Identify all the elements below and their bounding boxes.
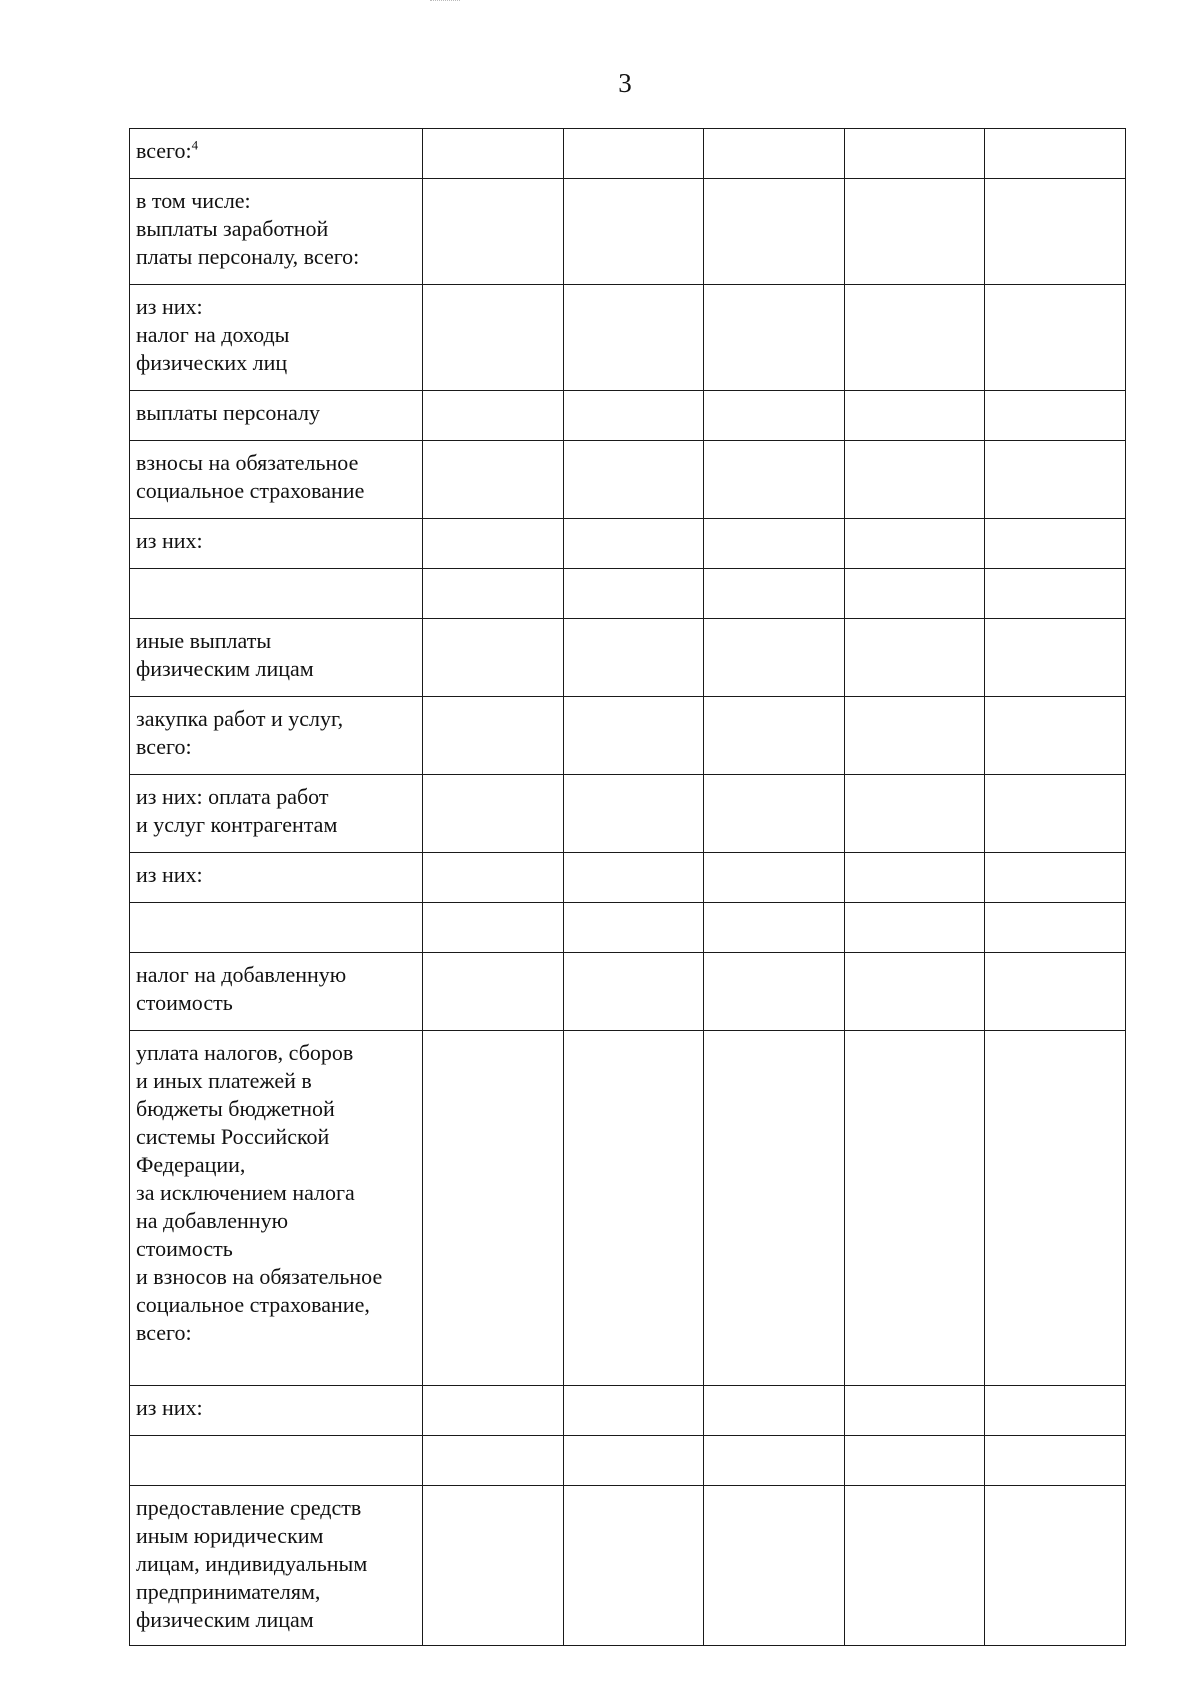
page-number: 3 bbox=[618, 68, 632, 98]
row-label bbox=[130, 1436, 423, 1486]
row-label-text: из них: bbox=[136, 528, 203, 553]
row-label bbox=[130, 285, 423, 391]
value-cell bbox=[423, 775, 564, 853]
row-label-text: всего: bbox=[136, 138, 192, 163]
row-label bbox=[130, 391, 423, 441]
value-cell bbox=[704, 853, 845, 903]
value-cell bbox=[985, 391, 1126, 441]
row-label-text: иные выплаты физическим лицам bbox=[136, 628, 314, 681]
value-cell bbox=[844, 129, 985, 179]
row-label-text: из них: налог на доходы физических лиц bbox=[136, 294, 290, 375]
row-label bbox=[130, 953, 423, 1031]
value-cell bbox=[423, 1436, 564, 1486]
table-row bbox=[130, 285, 1126, 391]
value-cell bbox=[423, 179, 564, 285]
value-cell bbox=[704, 619, 845, 697]
value-cell bbox=[423, 441, 564, 519]
value-cell bbox=[563, 1386, 704, 1436]
value-cell bbox=[423, 519, 564, 569]
value-cell bbox=[844, 1386, 985, 1436]
table-row bbox=[130, 1031, 1126, 1386]
row-label bbox=[130, 1031, 423, 1386]
value-cell bbox=[704, 1436, 845, 1486]
row-label bbox=[130, 619, 423, 697]
row-label bbox=[130, 853, 423, 903]
value-cell bbox=[563, 391, 704, 441]
value-cell bbox=[704, 953, 845, 1031]
value-cell bbox=[985, 285, 1126, 391]
value-cell bbox=[704, 775, 845, 853]
value-cell bbox=[423, 903, 564, 953]
row-label-text: из них: bbox=[136, 862, 203, 887]
table-row bbox=[130, 853, 1126, 903]
value-cell bbox=[563, 285, 704, 391]
table-row bbox=[130, 697, 1126, 775]
value-cell bbox=[985, 179, 1126, 285]
value-cell bbox=[563, 903, 704, 953]
value-cell bbox=[423, 953, 564, 1031]
value-cell bbox=[563, 953, 704, 1031]
table-row bbox=[130, 1386, 1126, 1436]
value-cell bbox=[563, 179, 704, 285]
value-cell bbox=[844, 285, 985, 391]
row-label bbox=[130, 519, 423, 569]
value-cell bbox=[985, 1031, 1126, 1386]
table-row bbox=[130, 179, 1126, 285]
row-label-text: взносы на обязательное социальное страхование bbox=[136, 450, 365, 503]
value-cell bbox=[704, 1031, 845, 1386]
value-cell bbox=[704, 179, 845, 285]
value-cell bbox=[563, 519, 704, 569]
table-row bbox=[130, 519, 1126, 569]
value-cell bbox=[985, 1486, 1126, 1646]
value-cell bbox=[844, 441, 985, 519]
value-cell bbox=[844, 1486, 985, 1646]
table-row bbox=[130, 1436, 1126, 1486]
table-row bbox=[130, 953, 1126, 1031]
value-cell bbox=[563, 441, 704, 519]
table-row bbox=[130, 1486, 1126, 1646]
value-cell bbox=[844, 953, 985, 1031]
value-cell bbox=[844, 391, 985, 441]
value-cell bbox=[563, 1486, 704, 1646]
value-cell bbox=[423, 619, 564, 697]
row-label-text: предоставление средств иным юридическим лицам, индивидуальным предпринимателям, физическим лицам bbox=[136, 1495, 368, 1632]
value-cell bbox=[985, 129, 1126, 179]
value-cell bbox=[985, 697, 1126, 775]
value-cell bbox=[985, 953, 1126, 1031]
table-row bbox=[130, 441, 1126, 519]
value-cell bbox=[704, 903, 845, 953]
row-label-text: закупка работ и услуг, всего: bbox=[136, 706, 344, 759]
value-cell bbox=[985, 1386, 1126, 1436]
value-cell bbox=[985, 1436, 1126, 1486]
value-cell bbox=[423, 569, 564, 619]
value-cell bbox=[704, 1486, 845, 1646]
table-row bbox=[130, 619, 1126, 697]
value-cell bbox=[423, 391, 564, 441]
value-cell bbox=[563, 853, 704, 903]
value-cell bbox=[844, 1031, 985, 1386]
value-cell bbox=[844, 697, 985, 775]
value-cell bbox=[844, 519, 985, 569]
row-label-text: в том числе: выплаты заработной платы персоналу, всего: bbox=[136, 188, 360, 269]
value-cell bbox=[985, 775, 1126, 853]
value-cell bbox=[704, 519, 845, 569]
value-cell bbox=[563, 1436, 704, 1486]
value-cell bbox=[423, 285, 564, 391]
footnote-marker: 4 bbox=[191, 137, 199, 153]
table-row bbox=[130, 391, 1126, 441]
table-row bbox=[130, 569, 1126, 619]
value-cell bbox=[704, 441, 845, 519]
row-label bbox=[130, 1486, 423, 1646]
value-cell bbox=[844, 619, 985, 697]
value-cell bbox=[704, 129, 845, 179]
value-cell bbox=[985, 903, 1126, 953]
value-cell bbox=[844, 179, 985, 285]
table-row bbox=[130, 129, 1126, 179]
budget-table bbox=[129, 128, 1126, 1646]
row-label bbox=[130, 129, 423, 179]
value-cell bbox=[563, 775, 704, 853]
value-cell bbox=[704, 1386, 845, 1436]
value-cell bbox=[704, 285, 845, 391]
row-label bbox=[130, 569, 423, 619]
row-label-text: из них: bbox=[136, 1395, 203, 1420]
row-label bbox=[130, 179, 423, 285]
value-cell bbox=[844, 569, 985, 619]
value-cell bbox=[844, 903, 985, 953]
value-cell bbox=[423, 129, 564, 179]
row-label-text: из них: оплата работ и услуг контрагентам bbox=[136, 784, 338, 837]
value-cell bbox=[423, 697, 564, 775]
row-label-text: выплаты персоналу bbox=[136, 400, 321, 425]
value-cell bbox=[985, 519, 1126, 569]
value-cell bbox=[844, 775, 985, 853]
row-label bbox=[130, 775, 423, 853]
value-cell bbox=[985, 853, 1126, 903]
value-cell bbox=[844, 853, 985, 903]
value-cell bbox=[423, 1031, 564, 1386]
value-cell bbox=[985, 619, 1126, 697]
row-label bbox=[130, 1386, 423, 1436]
row-label bbox=[130, 697, 423, 775]
value-cell bbox=[423, 1486, 564, 1646]
table-body bbox=[130, 129, 1126, 1646]
value-cell bbox=[563, 697, 704, 775]
value-cell bbox=[423, 1386, 564, 1436]
value-cell bbox=[563, 129, 704, 179]
scan-artifact bbox=[430, 0, 460, 4]
row-label bbox=[130, 903, 423, 953]
value-cell bbox=[704, 391, 845, 441]
value-cell bbox=[563, 569, 704, 619]
value-cell bbox=[985, 441, 1126, 519]
row-label bbox=[130, 441, 423, 519]
value-cell bbox=[423, 853, 564, 903]
table-row bbox=[130, 775, 1126, 853]
row-label-text: налог на добавленную стоимость bbox=[136, 962, 347, 1015]
value-cell bbox=[704, 569, 845, 619]
row-label-text: уплата налогов, сборов и иных платежей в бюджеты бюджетной системы Российской Федерации, за исключением налога на добавленную стоимость и взносов на обязательное социальное страхование, всего: bbox=[136, 1040, 383, 1345]
value-cell bbox=[844, 1436, 985, 1486]
value-cell bbox=[985, 569, 1126, 619]
table-row bbox=[130, 903, 1126, 953]
value-cell bbox=[563, 1031, 704, 1386]
value-cell bbox=[563, 619, 704, 697]
value-cell bbox=[704, 697, 845, 775]
